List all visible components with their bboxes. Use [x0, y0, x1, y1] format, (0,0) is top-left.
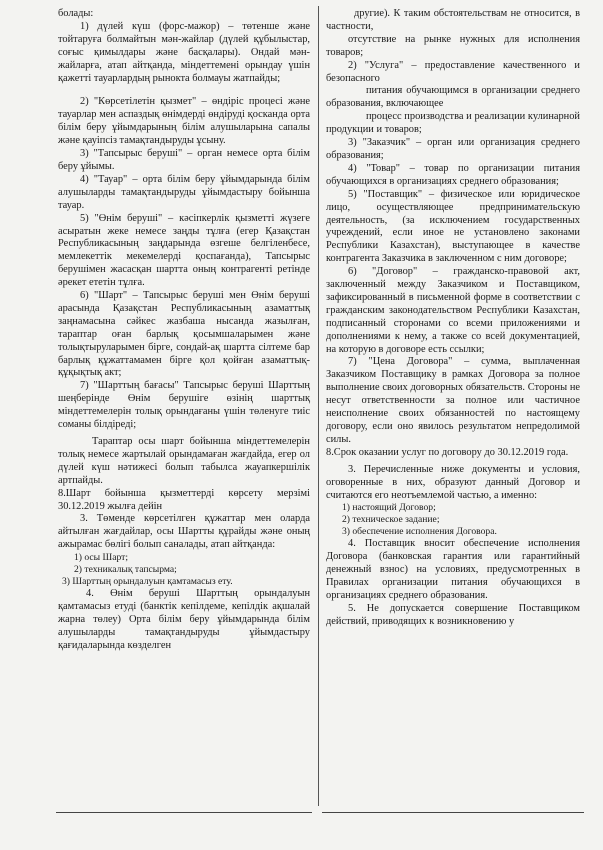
- right-bottom-rule: [322, 812, 584, 813]
- left-bottom-rule: [56, 812, 312, 813]
- paragraph: болады:: [58, 8, 94, 19]
- paragraph: 3. Төменде көрсетілген құжаттар мен оларда айтылған жағдайлар, осы Шартты құрайды және оның ажырамас бөлігі болып саналады, атап айтқанда:: [58, 513, 310, 551]
- list-item: 3) обеспечение исполнения Договора.: [342, 526, 497, 538]
- paragraph: 8.Шарт бойынша қызметтерді көрсету мерзімі 30.12.2019 жылға дейін: [58, 487, 310, 512]
- paragraph: процесс производства и реализации кулинарной продукции и товаров;: [326, 111, 580, 136]
- paragraph: отсутствие на рынке нужных для исполнения товаров;: [326, 33, 580, 58]
- paragraph: 4. Поставщик вносит обеспечение исполнения Договора (банковская гарантия или гарантийный денежный взнос) на условиях, предусмотренных в Правилах организации питания обучающихся в организациях среднего образования.: [326, 538, 580, 602]
- paragraph: 1) дүлей күш (форс-мажор) – төтенше және тойтаруға болмайтын мән-жайлар (дүлей құбылыстар, соғыс қимылдары және басқалары). Ондай мән-жайларға, атап айтқанда, міндеттемені орындау үшін қажетті тауарлардың рыноктa болмауы жатпайды;: [58, 20, 310, 84]
- paragraph: 4) "Товар" – товар по организации питания обучающихся в организациях среднего образования;: [326, 162, 580, 187]
- paragraph: 7) "Шарттың бағасы" Тапсырыс беруші Шарттың шеңберінде Өнім берушіге өзінің шарттық міндеттемелерін толық орындағаны үшін төленуге тиіс соманы білдіреді;: [58, 380, 310, 431]
- paragraph: 3. Перечисленные ниже документы и условия, оговоренные в них, образуют данный Договор и считаются его неотъемлемой частью, а именно:: [326, 463, 580, 501]
- kazakh-column: [58, 8, 310, 653]
- paragraph: 2) "Услуга" – предоставление качественного и безопасного: [326, 59, 580, 84]
- paragraph: 2) "Көрсетілетін қызмет" – өндіріс процесі және тауарлар мен аспаздық өнімдерді өндіруді қосканда орта білім беру ұйымдарының білім алушыларына сапалы және қауіпсіз тамақтандыруды ұсыну.: [58, 96, 310, 147]
- list-item: 3) Шарттың орындалуын қамтамасыз ету.: [62, 576, 233, 588]
- paragraph: 8.Срок оказании услуг по договору до 30.12.2019 года.: [326, 446, 569, 458]
- paragraph: питания обучающимся в организации среднего образования, включающее: [326, 85, 580, 110]
- paragraph: Тараптар осы шарт бойынша міндеттемелерін толық немесе жартылай орындамаған жағдайда, егер ол дүлей күш нәтижесі болып табылса жауапкершілік артпайды.: [58, 436, 310, 486]
- paragraph: 3) "Заказчик" – орган или организация среднего образования;: [326, 137, 580, 161]
- list-item: 1) настоящий Договор;: [342, 502, 436, 514]
- paragraph: другие). К таким обстоятельствам не относится, в частности,: [326, 8, 580, 32]
- list-item: 1) осы Шарт;: [74, 552, 128, 564]
- russian-column: [326, 8, 580, 629]
- list-item: 2) техническое задание;: [342, 514, 440, 526]
- paragraph: 4) "Тауар" – орта білім беру ұйымдарында білім алушыларды тамақтандыруды ұйымдастыру бойынша тауар.: [58, 173, 310, 211]
- column-divider: [318, 6, 319, 806]
- paragraph: 6) "Шарт" – Тапсырыс беруші мен Өнім беруші арасында Қазақстан Республикасының азаматтық заңнамасына сәйкес жазбаша нысанда жазылған, тараптар оған барлық қосымшаларымен және толықтыруларымен бірге, сондай-ақ шартта сілтеме бар барлық құжаттамамен бірге қол қойған азаматтық-құқықтық акт;: [58, 290, 310, 379]
- paragraph: 5. Не допускается совершение Поставщиком действий, приводящих к возникновению у: [326, 602, 580, 627]
- paragraph: 3) "Тапсырыс беруші" – орган немесе орта білім беру ұйымы.: [58, 148, 310, 172]
- paragraph: 6) "Договор" – гражданско-правовой акт, заключенный между Заказчиком и Поставщиком, зафиксированный в письменной форме в соответствии с гражданским законодательством Республики Казахстан, подписанный сторонами со всеми приложениями и дополнениями к нему, а также со всей документацией, на которую в договоре есть ссылки;: [326, 266, 580, 355]
- paragraph: 5) "Өнім беруші" – кәсіпкерлік қызметті жүзеге асыратын жеке немесе заңды тұлға (егер Қазақстан Республикасының заңдарында өзгеше белгіленбесе, мемлекеттік мекемелерді қоспағанда), Тапсырыс берушімен жасасқан шартта оның контрагенті ретінде әрекет ететін тұлға.: [58, 212, 310, 289]
- list-item: 2) техникалық тапсырма;: [74, 564, 177, 576]
- paragraph: 5) "Поставщик" – физическое или юридическое лицо, осуществляющее предпринимательскую деятельность, (за исключением государственных учреждений, если иное не установлено законами Республики Казахстан), выступающее в качестве контрагента Заказчика в заключенном с ним договоре;: [326, 188, 580, 265]
- paragraph: 7) "Цена Договора" – сумма, выплаченная Заказчиком Поставщику в рамках Договора за полное выполнение своих договорных обязательств. Стороны не несут ответственности за полное или частичное неисполнение своих обязанностей по настоящему договору, если оно явилось результатом непредолимой силы.: [326, 356, 580, 445]
- paragraph: 4. Өнім беруші Шарттың орындалуын қамтамасыз етуді (банктік кепілдеме, кепілдік ақшалай жарна төлеу) Орта білім беру ұйымдарында білім алушыларды тамақтандыруды ұйымдастыру қағидаларында көзделген: [58, 588, 310, 651]
